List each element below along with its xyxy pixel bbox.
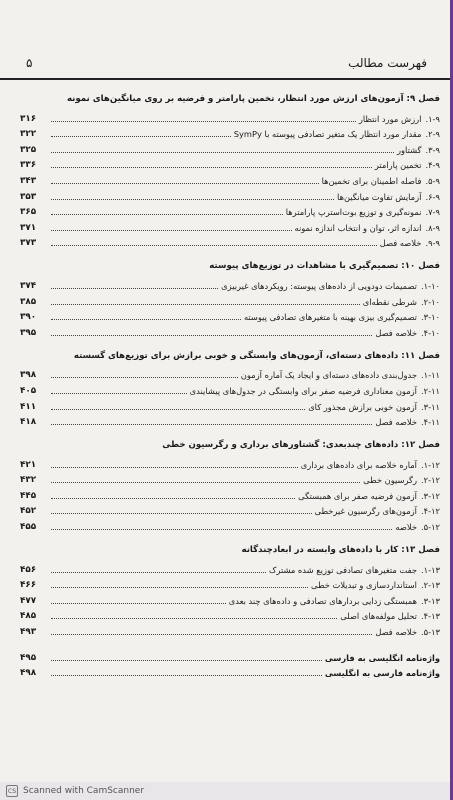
toc-entry <box>20 218 440 234</box>
entry-title: اندازه اثر، توان و انتخاب اندازه نمونه <box>294 222 422 233</box>
entry-title: جفت متغیرهای تصادفی توزیع شده مشترک <box>268 564 417 575</box>
section-number: ۳-۱۲. <box>420 490 440 501</box>
toc-entry <box>20 576 440 592</box>
entry-title: همبستگی زدایی بردارهای تصادفی و داده‌های چند بعدی <box>228 595 417 606</box>
toc-entry <box>20 607 440 623</box>
dot-leader <box>51 498 295 499</box>
section-number: ۱-۹. <box>425 113 440 124</box>
dot-leader <box>51 529 392 530</box>
section-number: ۵-۹. <box>425 175 440 186</box>
toc-entry <box>20 276 440 292</box>
toc-entry <box>20 455 440 471</box>
page-ref: ۴۷۷ <box>20 595 37 606</box>
dot-leader <box>51 393 187 394</box>
page-ref: ۴۱۱ <box>20 401 37 412</box>
toc-entry <box>20 517 440 533</box>
entry-title: خلاصه فصل <box>375 417 417 428</box>
scanner-label: Scanned with CamScanner <box>23 786 145 796</box>
toc-entry <box>20 187 440 203</box>
section-number: ۳-۱۰. <box>420 312 440 323</box>
entry-title: فاصله اطمینان برای تخمین‌ها <box>321 175 422 186</box>
entry-title: ارزش مورد انتظار <box>358 113 422 124</box>
section-number: ۵-۱۲. <box>420 522 440 533</box>
camscanner-icon: CS <box>6 785 18 797</box>
entry-title: آزمون معناداری فرضیه صفر برای وابستگی در جدول‌های پیشایندی <box>189 385 417 396</box>
page-ref: ۳۹۰ <box>20 312 37 323</box>
section-number: ۱-۱۰. <box>420 280 440 291</box>
section-number: ۱-۱۱. <box>420 370 440 381</box>
toc-entry <box>20 486 440 502</box>
chapter-title: فصل ۱۲: داده‌های چندبعدی: گشتاورهای برداری و رگرسیون خطی <box>162 440 440 451</box>
page-ref: ۳۴۳ <box>20 175 37 186</box>
page-ref: ۴۹۸ <box>20 668 37 679</box>
toc-entry <box>20 471 440 487</box>
section-number: ۲-۱۳. <box>420 580 440 591</box>
entry-title: جدول‌بندی داده‌های دسته‌ای و ایجاد یک آماره آزمون <box>240 370 417 381</box>
section-number: ۳-۱۱. <box>420 401 440 412</box>
section-number: ۳-۱۳. <box>420 595 440 606</box>
chapter-section <box>20 349 440 428</box>
dot-leader <box>51 572 266 573</box>
page-ref: ۳۷۴ <box>20 280 37 291</box>
dot-leader <box>51 513 312 514</box>
page-ref: ۴۵۶ <box>20 564 37 575</box>
toc-entry <box>20 381 440 397</box>
dot-leader <box>51 230 292 231</box>
toc-entry <box>20 502 440 518</box>
toc-entry <box>20 366 440 382</box>
dot-leader <box>51 167 372 168</box>
chapter-section <box>20 92 440 249</box>
dot-leader <box>51 288 218 289</box>
section-number: ۳-۹. <box>425 144 440 155</box>
dot-leader <box>51 409 305 410</box>
dot-leader <box>51 618 337 619</box>
entry-title: آزمون فرضیه صفر برای همبستگی <box>298 490 417 501</box>
dot-leader <box>51 152 394 153</box>
toc-entry <box>20 413 440 429</box>
toc-entry <box>20 560 440 576</box>
toc-entry <box>20 323 440 339</box>
entry-title: شرطی نقطه‌ای <box>362 296 417 307</box>
entry-title: مقدار مورد انتظار یک متغیر تصادفی پیوسته با SymPy <box>233 129 422 140</box>
section-number: ۴-۱۲. <box>420 506 440 517</box>
scanner-footer <box>0 782 453 800</box>
page-ref: ۳۲۲ <box>20 129 37 140</box>
dot-leader <box>51 603 226 604</box>
section-number: ۲-۹. <box>425 129 440 140</box>
page-ref: ۴۰۵ <box>20 385 37 396</box>
section-number: ۴-۹. <box>425 160 440 171</box>
toc-entry <box>20 397 440 413</box>
page-ref: ۴۲۱ <box>20 459 37 470</box>
page-ref: ۴۵۲ <box>20 506 37 517</box>
entry-title: تخمین پارامتر <box>374 160 422 171</box>
entry-title: تحلیل مولفه‌های اصلی <box>340 611 417 622</box>
dot-leader <box>51 335 372 336</box>
chapter-title: فصل ۱۳: کار با داده‌های وابسته در ابعادچندگانه <box>241 545 440 556</box>
dot-leader <box>51 121 356 122</box>
page-ref: ۴۵۵ <box>20 522 37 533</box>
entry-title: استانداردسازی و تبدیلات خطی <box>311 580 417 591</box>
page-ref: ۳۸۵ <box>20 296 37 307</box>
section-number: ۸-۹. <box>425 222 440 233</box>
entry-title: خلاصه فصل <box>375 327 417 338</box>
section-number: ۲-۱۰. <box>420 296 440 307</box>
toc-entry <box>20 171 440 187</box>
page-ref: ۳۵۳ <box>20 191 37 202</box>
toc-entry <box>20 292 440 308</box>
section-number: ۴-۱۰. <box>420 327 440 338</box>
section-number: ۴-۱۱. <box>420 417 440 428</box>
page-ref: ۳۱۶ <box>20 113 37 124</box>
chapter-section <box>20 438 440 533</box>
entry-title: آزمون خوبی برازش مجذور کای <box>308 401 417 412</box>
chapter-title: فصل ۱۱: داده‌های دسته‌ای، آزمون‌های وابستگی و خوبی برازش برای توزیع‌های گسسته <box>73 350 440 361</box>
section-number: ۷-۹. <box>425 207 440 218</box>
page-ref: ۳۲۵ <box>20 144 37 155</box>
page-ref: ۳۹۸ <box>20 370 37 381</box>
dot-leader <box>51 214 283 215</box>
toc-entry <box>20 622 440 638</box>
dot-leader <box>51 424 372 425</box>
appendix-section <box>20 648 440 679</box>
toc-entry <box>20 156 440 172</box>
entry-title: واژه‌نامه فارسی به انگلیسی <box>324 668 440 679</box>
entry-title: نمونه‌گیری و توزیع بوت‌استرپ پارامترها <box>285 207 422 218</box>
dot-leader <box>51 304 360 305</box>
page-ref: ۴۴۵ <box>20 490 37 501</box>
page-ref: ۴۹۵ <box>20 652 37 663</box>
table-of-contents <box>20 92 440 689</box>
section-number: ۲-۱۲. <box>420 475 440 486</box>
toc-entry <box>20 591 440 607</box>
page-number: ۵ <box>26 56 33 70</box>
toc-entry <box>20 308 440 324</box>
toc-entry <box>20 140 440 156</box>
entry-title: گشتاور <box>397 144 422 155</box>
entry-title: تصمیم‌گیری بیزی بهینه با متغیرهای تصادفی پیوسته <box>243 312 417 323</box>
page-ref: ۴۸۵ <box>20 611 37 622</box>
dot-leader <box>51 587 308 588</box>
entry-title: تصمیمات دودویی از داده‌های پیوسته: رویکردهای غیربیزی <box>221 280 417 291</box>
page-header <box>26 52 427 74</box>
entry-title: آزمون‌های رگرسیون غیرخطی <box>314 506 417 517</box>
page-ref: ۴۹۳ <box>20 627 37 638</box>
dot-leader <box>51 634 372 635</box>
dot-leader <box>51 675 322 676</box>
entry-title: خلاصه فصل <box>375 627 417 638</box>
toc-entry <box>20 125 440 141</box>
chapter-title: فصل ۱۰: تصمیم‌گیری با مشاهدات در توزیع‌های پیوسته <box>209 261 440 272</box>
chapter-section <box>20 543 440 638</box>
dot-leader <box>51 377 238 378</box>
page-ref: ۳۷۳ <box>20 238 37 249</box>
dot-leader <box>51 136 231 137</box>
section-number: ۵-۱۳. <box>420 627 440 638</box>
chapter-section <box>20 259 440 338</box>
page-title: فهرست مطالب <box>348 56 427 70</box>
dot-leader <box>51 482 360 483</box>
header-rule <box>0 78 453 80</box>
entry-title: رگرسیون خطی <box>363 475 417 486</box>
section-number: ۶-۹. <box>425 191 440 202</box>
entry-title: آزمایش تفاوت میانگین‌ها <box>337 191 422 202</box>
page-ref: ۳۷۱ <box>20 222 37 233</box>
toc-entry <box>20 648 440 664</box>
section-number: ۱-۱۲. <box>420 459 440 470</box>
page-ref: ۳۳۶ <box>20 160 37 171</box>
chapter-title: فصل ۹: آزمون‌های ارزش مورد انتظار، تخمین پارامتر و فرضیه بر روی میانگین‌های نمونه <box>66 94 440 104</box>
section-number: ۲-۱۱. <box>420 385 440 396</box>
entry-title: خلاصه فصل <box>379 238 422 249</box>
toc-entry <box>20 109 440 125</box>
dot-leader <box>51 467 298 468</box>
page-ref: ۴۶۶ <box>20 580 37 591</box>
section-number: ۴-۱۳. <box>420 611 440 622</box>
dot-leader <box>51 660 322 661</box>
toc-entry <box>20 664 440 680</box>
entry-title: آماره خلاصه برای داده‌های برداری <box>300 459 417 470</box>
entry-title: واژه‌نامه انگلیسی به فارسی <box>324 652 440 663</box>
dot-leader <box>51 245 377 246</box>
dot-leader <box>51 183 319 184</box>
page-ref: ۴۳۲ <box>20 475 37 486</box>
page-ref: ۳۹۵ <box>20 327 37 338</box>
toc-entry <box>20 234 440 250</box>
toc-entry <box>20 203 440 219</box>
section-number: ۱-۱۳. <box>420 564 440 575</box>
dot-leader <box>51 319 241 320</box>
entry-title: خلاصه <box>395 522 417 533</box>
section-number: ۹-۹. <box>425 238 440 249</box>
page-ref: ۴۱۸ <box>20 417 37 428</box>
page-ref: ۳۶۵ <box>20 207 37 218</box>
dot-leader <box>51 199 334 200</box>
